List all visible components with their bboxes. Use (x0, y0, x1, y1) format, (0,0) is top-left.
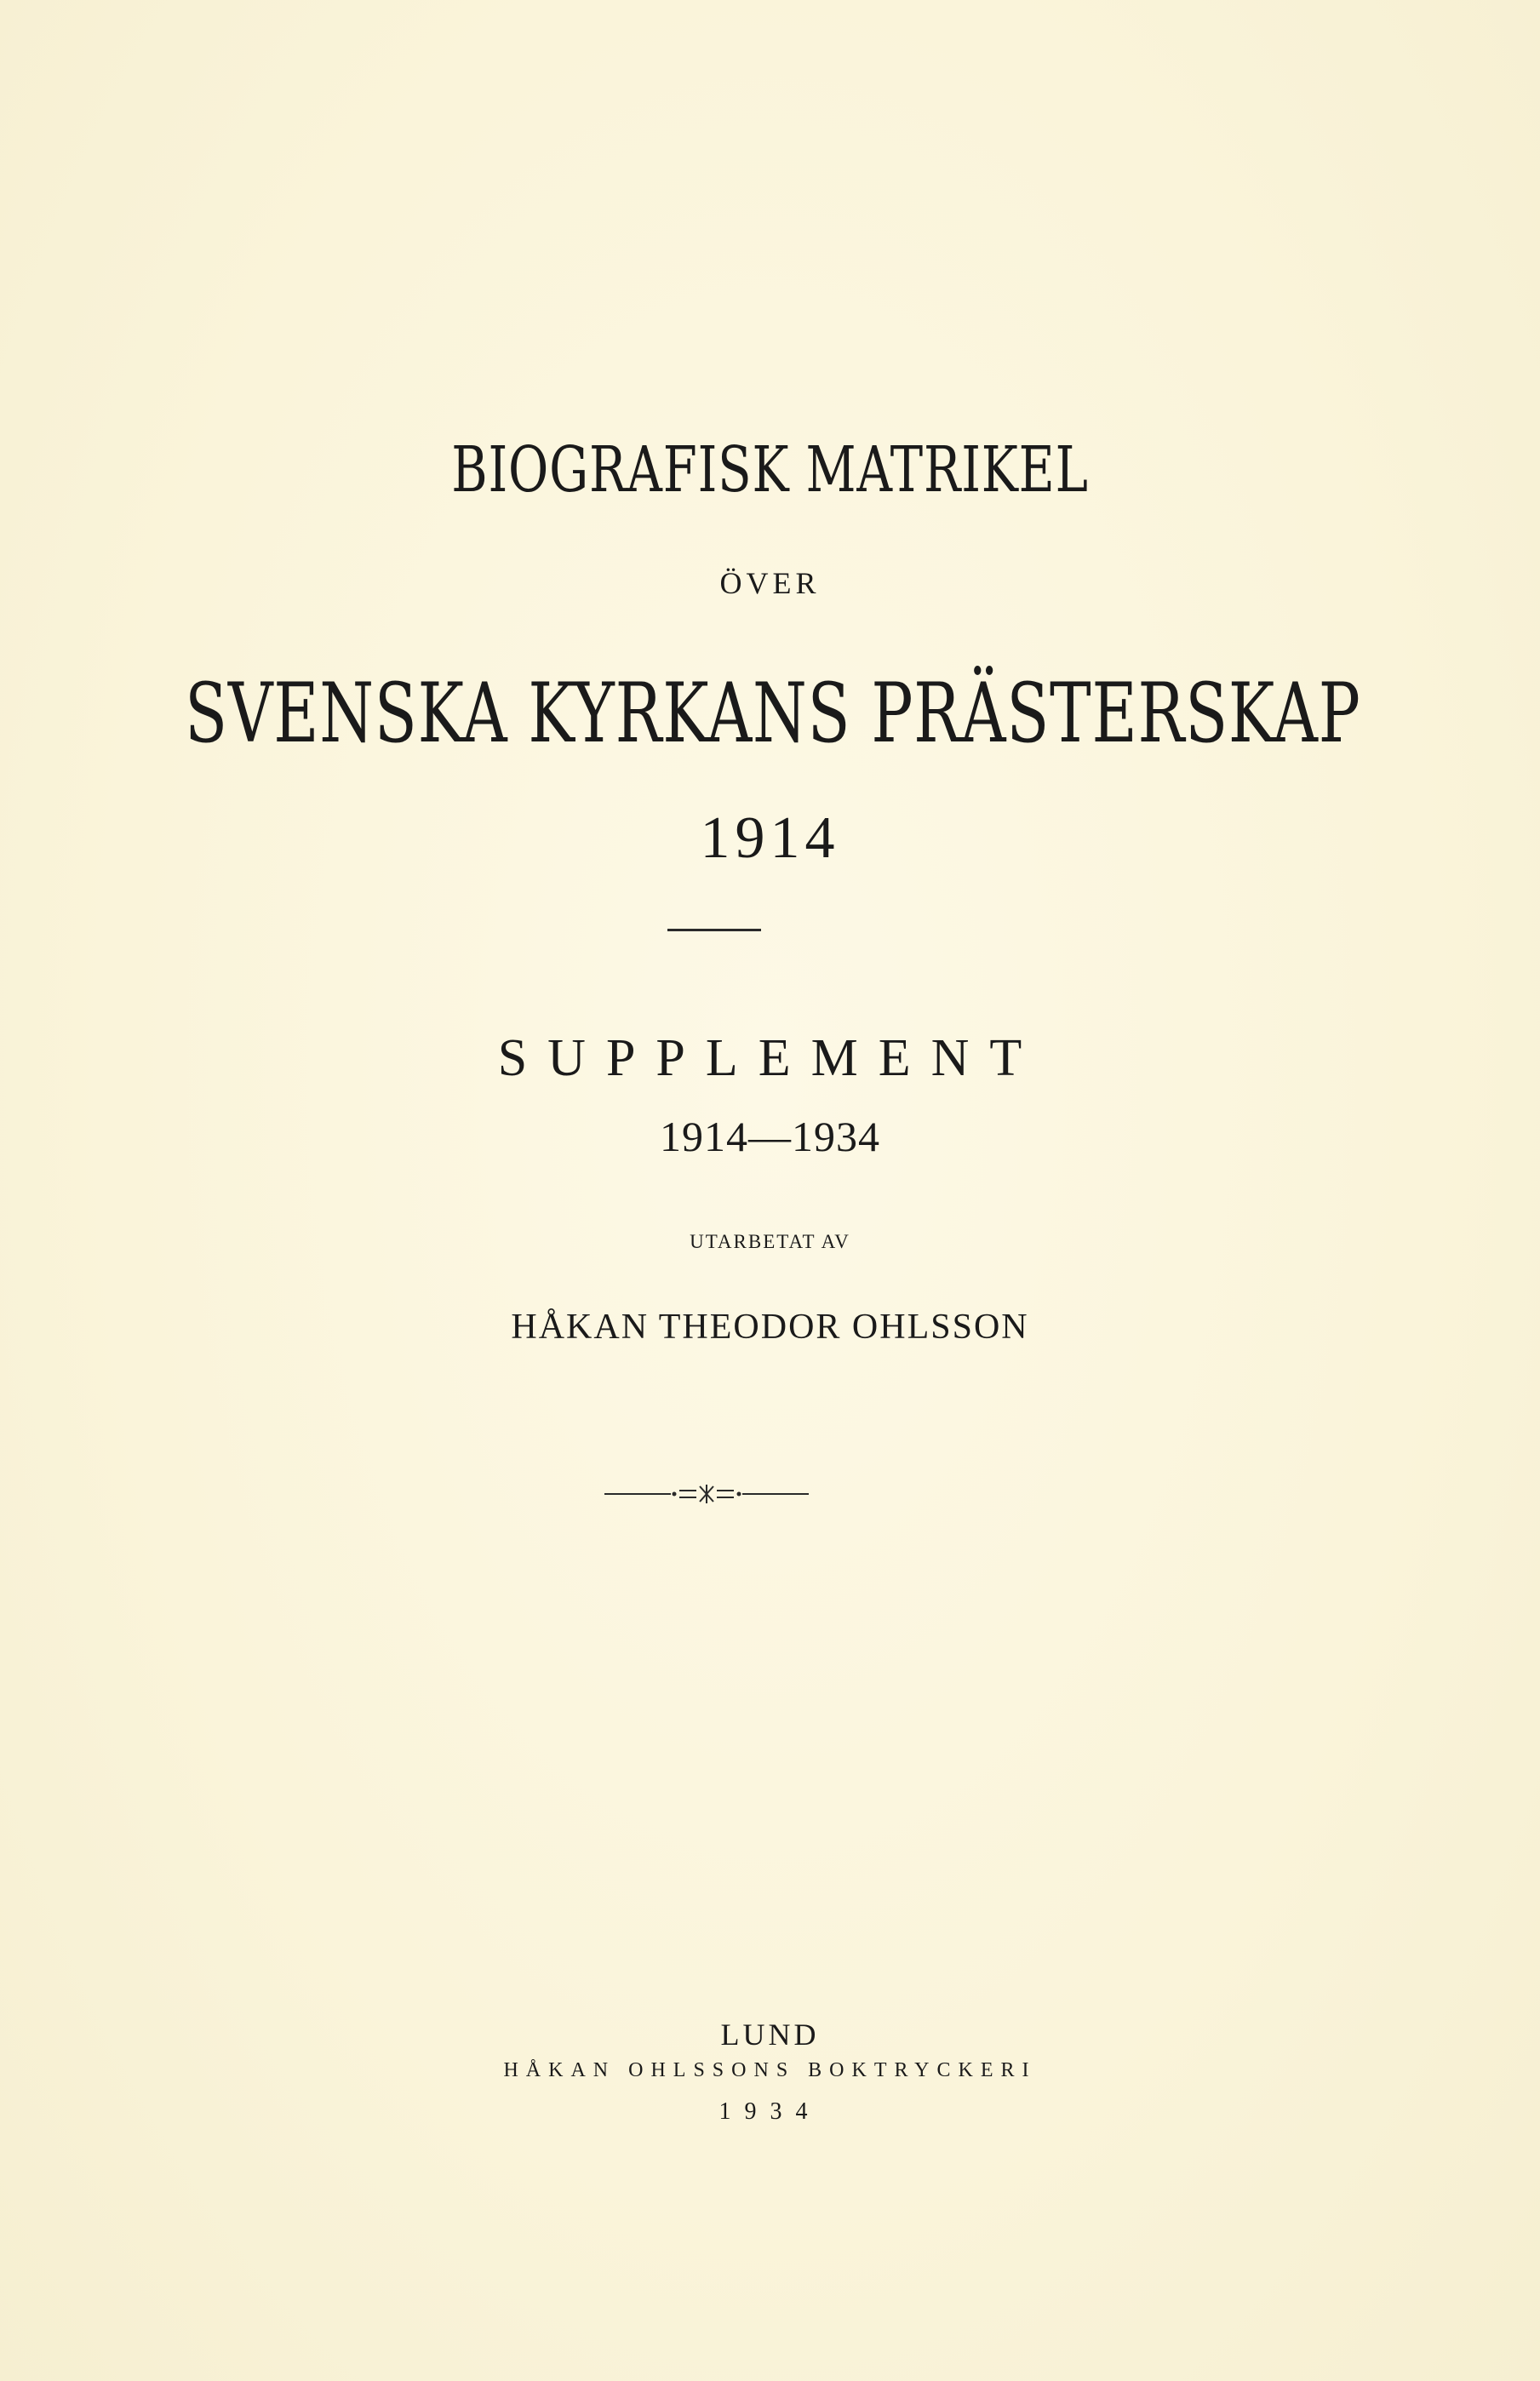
supplement-heading: SUPPLEMENT (497, 1029, 1043, 1087)
publication-year: 1934 (718, 2098, 822, 2125)
over-text: ÖVER (719, 566, 821, 600)
horizontal-rule (667, 929, 761, 931)
title-line-1: BIOGRAFISK MATRIKEL (451, 433, 1089, 507)
printer-name: HÅKAN OHLSSONS BOKTRYCKERI (503, 2059, 1037, 2081)
supplement-years: 1914—1934 (660, 1113, 880, 1160)
publication-place: LUND (720, 2018, 820, 2052)
decorative-ornament-icon (604, 1481, 809, 1507)
author-name: HÅKAN THEODOR OHLSSON (511, 1308, 1029, 1347)
edition-year: 1914 (700, 805, 840, 871)
prepared-by-label: UTARBETAT AV (690, 1231, 850, 1252)
title-line-2: SVENSKA KYRKANS PRÄSTERSKAP (185, 666, 1361, 761)
